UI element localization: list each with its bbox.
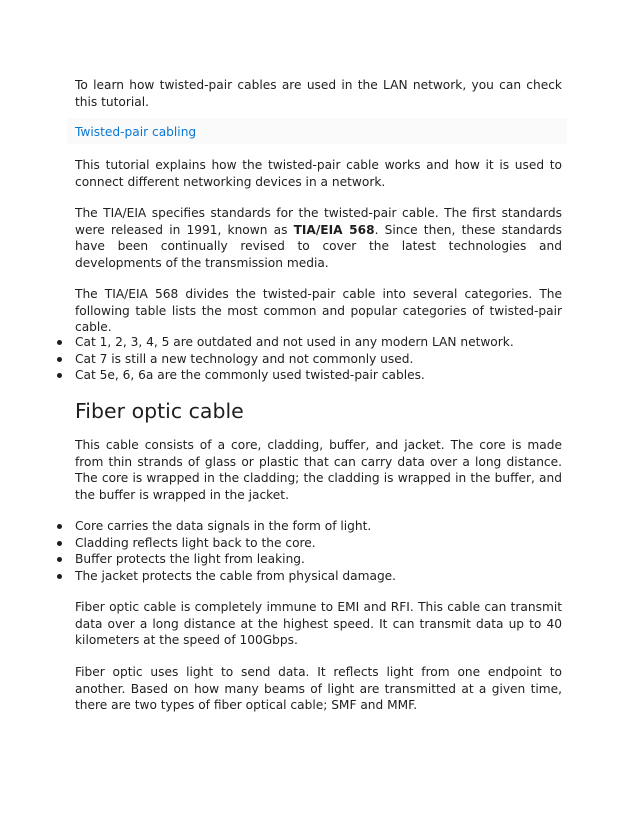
list-item [55, 334, 575, 351]
list-item-text: Core carries the data signals in the form of light. [75, 519, 372, 533]
fiber-optic-heading: Fiber optic cable [75, 399, 244, 423]
fiber-description-paragraph: This cable consists of a core, cladding, buffer, and jacket. The core is made from thin strands of glass or plastic that can carry data over a long distance. The core is wrapped in the cladding; the cladding is wrapped in the buffer, and the buffer is wrapped in the jacket. [75, 438, 562, 502]
categories-intro-paragraph: The TIA/EIA 568 divides the twisted-pair cable into several categories. The following table lists the most common and popular categories of twisted-pair cable. [75, 287, 562, 334]
bullet-icon [57, 541, 62, 546]
standards-text-before: The TIA/EIA specifies standards for the twisted-pair cable. The first standards were released in 1991, known as [75, 206, 562, 237]
list-item [55, 351, 575, 368]
standards-paragraph [75, 205, 562, 271]
bullet-icon [57, 373, 62, 378]
list-item-text: Cat 1, 2, 3, 4, 5 are outdated and not used in any modern LAN network. [75, 335, 514, 349]
category-bullet-list [55, 334, 575, 384]
standards-text-after: . Since then, these standards have been continually revised to cover the latest technologies and developments of the transmission media. [75, 222, 562, 270]
tutorial-description-paragraph: This tutorial explains how the twisted-pair cable works and how it is used to connect different networking devices in a network. [75, 158, 562, 189]
fiber-component-bullet-list [55, 518, 575, 585]
tutorial-link-paragraph [75, 124, 562, 141]
list-item-text: Cat 7 is still a new technology and not commonly used. [75, 351, 414, 366]
bullet-icon [57, 340, 62, 345]
bullet-icon [57, 524, 62, 529]
list-item [55, 568, 575, 585]
bullet-icon [57, 357, 62, 362]
fiber-immunity-paragraph: Fiber optic cable is completely immune to EMI and RFI. This cable can transmit data over a long distance at the highest speed. It can transmit data up to 40 kilometers at the speed of 100Gbps. [75, 600, 562, 647]
bullet-icon [57, 557, 62, 562]
list-item [55, 518, 575, 535]
standards-bold-term: TIA/EIA 568 [293, 222, 375, 237]
list-item-text: Cladding reflects light back to the core. [75, 535, 316, 550]
list-item-text: The jacket protects the cable from physical damage. [75, 569, 397, 584]
list-item [55, 551, 575, 568]
list-item-text: Buffer protects the light from leaking. [75, 552, 305, 567]
list-item-text: Cat 5e, 6, 6a are the commonly used twisted-pair cables. [75, 368, 425, 383]
bullet-icon [57, 574, 62, 579]
fiber-types-paragraph: Fiber optic uses light to send data. It reflects light from one endpoint to another. Based on how many beams of light are transmitted at a given time, there are two types of fiber optical cable; SMF and MMF. [75, 665, 562, 712]
list-item [55, 367, 575, 384]
twisted-pair-cabling-link[interactable]: Twisted-pair cabling [75, 125, 197, 139]
intro-paragraph: To learn how twisted-pair cables are used in the LAN network, you can check this tutorial. [75, 78, 562, 109]
list-item [55, 535, 575, 552]
